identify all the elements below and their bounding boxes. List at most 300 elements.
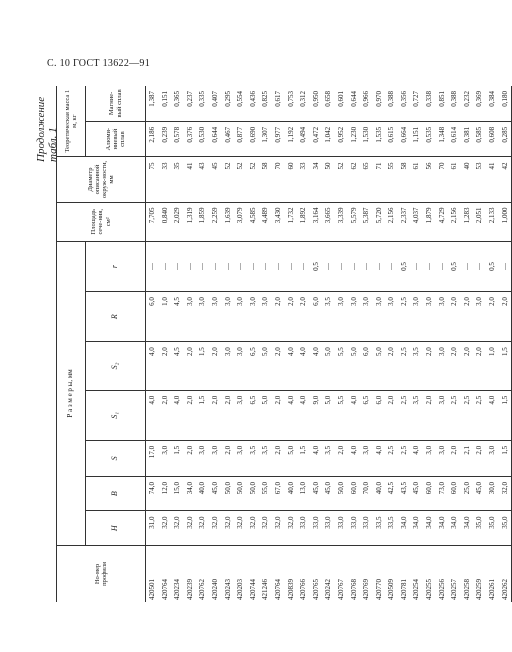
cell-s: 1,5 bbox=[171, 440, 184, 476]
cell-r-small: — bbox=[348, 241, 361, 291]
cell-profile: 420255 bbox=[425, 579, 434, 600]
table-row bbox=[448, 86, 461, 602]
cell-s1: 9,0 bbox=[310, 390, 323, 440]
cell-profile: 420262 bbox=[500, 579, 509, 600]
cell-h: 33,5 bbox=[385, 511, 398, 545]
cell-aluminum: 0,952 bbox=[335, 121, 348, 157]
cell-aluminum: 1,230 bbox=[348, 121, 361, 157]
cell-s: 3,0 bbox=[234, 440, 247, 476]
cell-b: 40,0 bbox=[373, 476, 386, 510]
cell-s2: 6,0 bbox=[360, 342, 373, 391]
cell-diameter: 42 bbox=[499, 157, 512, 202]
cell-magnesium: 0,335 bbox=[196, 86, 209, 121]
cell-b: 60,0 bbox=[423, 476, 436, 510]
cell-h: 35,0 bbox=[486, 511, 499, 545]
cell-area: 7,705 bbox=[146, 202, 159, 241]
table-row bbox=[499, 86, 512, 602]
cell-profile: 420770 bbox=[374, 579, 383, 600]
cell-diameter: 45 bbox=[209, 157, 222, 202]
table-row bbox=[398, 86, 411, 602]
table-row bbox=[209, 86, 222, 602]
cell-magnesium: 0,950 bbox=[310, 86, 323, 121]
cell-r-big: 2,0 bbox=[285, 292, 298, 342]
cell-aluminum: 1,307 bbox=[259, 121, 272, 157]
cell-profile: 420769 bbox=[362, 579, 371, 600]
cell-s: 4,0 bbox=[310, 440, 323, 476]
cell-s1: 2,5 bbox=[398, 390, 411, 440]
cell-b: 60,0 bbox=[448, 476, 461, 510]
cell-s: 2,0 bbox=[473, 440, 486, 476]
cell-aluminum: 0,585 bbox=[473, 121, 486, 157]
cell-profile: 420765 bbox=[311, 579, 320, 600]
cell-s2: 6,5 bbox=[247, 342, 260, 391]
cell-h: 32,0 bbox=[184, 511, 197, 545]
cell-s: 3,5 bbox=[322, 440, 335, 476]
header-sizes-group: Р а з м е р ы, мм bbox=[57, 241, 86, 545]
cell-r-small: — bbox=[335, 241, 348, 291]
cell-s: 3,0 bbox=[159, 440, 172, 476]
profile-table bbox=[56, 86, 512, 602]
cell-aluminum: 1,530 bbox=[360, 121, 373, 157]
cell-s: 4,0 bbox=[348, 440, 361, 476]
cell-s: 2,5 bbox=[398, 440, 411, 476]
cell-s2: 2,0 bbox=[159, 342, 172, 391]
cell-diameter: 70 bbox=[272, 157, 285, 202]
cell-area: 4,037 bbox=[410, 202, 423, 241]
cell-h: 32,0 bbox=[159, 511, 172, 545]
cell-h: 34,0 bbox=[398, 511, 411, 545]
cell-area: 0,840 bbox=[159, 202, 172, 241]
cell-h: 31,0 bbox=[146, 511, 159, 545]
cell-diameter: 41 bbox=[184, 157, 197, 202]
cell-r-small: — bbox=[373, 241, 386, 291]
cell-b: 45,0 bbox=[322, 476, 335, 510]
cell-aluminum: 0,530 bbox=[196, 121, 209, 157]
cell-b: 25,0 bbox=[461, 476, 474, 510]
table-row bbox=[486, 86, 499, 602]
table-row bbox=[171, 86, 184, 602]
table-row bbox=[247, 86, 260, 602]
header-r-big: R bbox=[86, 292, 146, 342]
cell-magnesium: 0,232 bbox=[461, 86, 474, 121]
cell-s: 3,0 bbox=[360, 440, 373, 476]
cell-r-big: 4,5 bbox=[171, 292, 184, 342]
cell-area: 2,051 bbox=[473, 202, 486, 241]
cell-profile: 420764 bbox=[273, 579, 282, 600]
cell-diameter: 71 bbox=[373, 157, 386, 202]
cell-magnesium: 0,407 bbox=[209, 86, 222, 121]
cell-r-small: — bbox=[322, 241, 335, 291]
cell-b: 30,0 bbox=[486, 476, 499, 510]
cell-s: 1,5 bbox=[297, 440, 310, 476]
cell-area: 4,729 bbox=[436, 202, 449, 241]
cell-h: 34,0 bbox=[423, 511, 436, 545]
cell-b: 34,0 bbox=[184, 476, 197, 510]
cell-s2: 3,0 bbox=[436, 342, 449, 391]
cell-s2: 5,0 bbox=[348, 342, 361, 391]
cell-s1: 6,0 bbox=[373, 390, 386, 440]
cell-h: 34,0 bbox=[436, 511, 449, 545]
cell-magnesium: 0,312 bbox=[297, 86, 310, 121]
cell-s1: 2,5 bbox=[448, 390, 461, 440]
cell-h: 32,0 bbox=[234, 511, 247, 545]
cell-r-big: 3,0 bbox=[410, 292, 423, 342]
cell-r-small: — bbox=[196, 241, 209, 291]
cell-diameter: 61 bbox=[410, 157, 423, 202]
cell-s1: 4,0 bbox=[171, 390, 184, 440]
cell-r-big: 2,0 bbox=[272, 292, 285, 342]
cell-b: 55,0 bbox=[259, 476, 272, 510]
cell-s1: 4,0 bbox=[297, 390, 310, 440]
cell-s: 2,0 bbox=[222, 440, 235, 476]
cell-s2: 3,0 bbox=[222, 342, 235, 391]
cell-r-big: 3,0 bbox=[360, 292, 373, 342]
cell-profile: 420261 bbox=[488, 579, 497, 600]
cell-s: 2,0 bbox=[335, 440, 348, 476]
cell-h: 34,0 bbox=[410, 511, 423, 545]
cell-s1: 2,5 bbox=[473, 390, 486, 440]
cell-aluminum: 0,664 bbox=[398, 121, 411, 157]
header-b: B bbox=[86, 476, 146, 510]
cell-r-big: 6,0 bbox=[310, 292, 323, 342]
cell-r-big: 3,0 bbox=[184, 292, 197, 342]
cell-h: 33,0 bbox=[297, 511, 310, 545]
cell-s2: 5,0 bbox=[322, 342, 335, 391]
cell-r-small: — bbox=[184, 241, 197, 291]
cell-profile: 420243 bbox=[223, 579, 232, 600]
cell-profile: 420203 bbox=[236, 579, 245, 600]
cell-h: 33,0 bbox=[348, 511, 361, 545]
rotated-table-page bbox=[32, 86, 509, 626]
cell-h: 33,0 bbox=[310, 511, 323, 545]
table-row bbox=[196, 86, 209, 602]
header-area: Площадь сече-ния, см² bbox=[57, 202, 146, 241]
cell-s2: 2,0 bbox=[473, 342, 486, 391]
table-row bbox=[272, 86, 285, 602]
cell-s2: 2,0 bbox=[184, 342, 197, 391]
table-row bbox=[385, 86, 398, 602]
cell-s1: 2,0 bbox=[385, 390, 398, 440]
cell-magnesium: 0,644 bbox=[348, 86, 361, 121]
cell-aluminum: 0,877 bbox=[234, 121, 247, 157]
cell-aluminum: 0,608 bbox=[486, 121, 499, 157]
cell-s1: 1,5 bbox=[499, 390, 512, 440]
header-mass-group: Теоретическая масса 1 м, кг bbox=[57, 86, 86, 157]
cell-r-big: 3,0 bbox=[222, 292, 235, 342]
cell-diameter: 41 bbox=[486, 157, 499, 202]
cell-area: 1,000 bbox=[499, 202, 512, 241]
cell-b: 67,0 bbox=[272, 476, 285, 510]
cell-s1: 2,5 bbox=[461, 390, 474, 440]
cell-r-small: 0,5 bbox=[398, 241, 411, 291]
cell-h: 33,5 bbox=[373, 511, 386, 545]
cell-diameter: 43 bbox=[196, 157, 209, 202]
cell-area: 1,732 bbox=[285, 202, 298, 241]
cell-profile: 420257 bbox=[450, 579, 459, 600]
cell-s1: 6,5 bbox=[360, 390, 373, 440]
table-row bbox=[360, 86, 373, 602]
cell-magnesium: 0,356 bbox=[398, 86, 411, 121]
cell-s1: 2,0 bbox=[209, 390, 222, 440]
cell-aluminum: 0,494 bbox=[297, 121, 310, 157]
cell-profile: 420259 bbox=[475, 579, 484, 600]
cell-diameter: 33 bbox=[159, 157, 172, 202]
cell-diameter: 58 bbox=[398, 157, 411, 202]
cell-profile: 420839 bbox=[286, 579, 295, 600]
cell-diameter: 61 bbox=[448, 157, 461, 202]
cell-magnesium: 0,851 bbox=[436, 86, 449, 121]
cell-diameter: 50 bbox=[322, 157, 335, 202]
cell-r-small: — bbox=[247, 241, 260, 291]
cell-r-big: 3,0 bbox=[436, 292, 449, 342]
cell-area: 2,337 bbox=[398, 202, 411, 241]
cell-b: 50,0 bbox=[335, 476, 348, 510]
table-row bbox=[423, 86, 436, 602]
cell-r-big: 3,0 bbox=[209, 292, 222, 342]
cell-h: 34,0 bbox=[461, 511, 474, 545]
cell-aluminum: 0,467 bbox=[222, 121, 235, 157]
cell-magnesium: 0,825 bbox=[259, 86, 272, 121]
cell-b: 13,0 bbox=[297, 476, 310, 510]
cell-magnesium: 0,658 bbox=[322, 86, 335, 121]
cell-area: 1,283 bbox=[461, 202, 474, 241]
header-r-small: r bbox=[86, 241, 146, 291]
cell-r-big: 3,0 bbox=[348, 292, 361, 342]
cell-s2: 5,0 bbox=[373, 342, 386, 391]
cell-aluminum: 1,151 bbox=[410, 121, 423, 157]
cell-area: 2,259 bbox=[209, 202, 222, 241]
cell-magnesium: 0,617 bbox=[272, 86, 285, 121]
cell-diameter: 58 bbox=[259, 157, 272, 202]
cell-s: 3,5 bbox=[259, 440, 272, 476]
cell-b: 43,5 bbox=[398, 476, 411, 510]
cell-magnesium: 0,970 bbox=[373, 86, 386, 121]
cell-r-small: — bbox=[159, 241, 172, 291]
cell-h: 32,0 bbox=[259, 511, 272, 545]
cell-s: 2,0 bbox=[184, 440, 197, 476]
cell-b: 50,0 bbox=[222, 476, 235, 510]
table-row bbox=[285, 86, 298, 602]
cell-magnesium: 0,384 bbox=[486, 86, 499, 121]
cell-area: 2,133 bbox=[486, 202, 499, 241]
cell-h: 34,0 bbox=[448, 511, 461, 545]
cell-s: 4,0 bbox=[373, 440, 386, 476]
cell-r-small: — bbox=[146, 241, 159, 291]
cell-r-small: — bbox=[297, 241, 310, 291]
cell-r-big: 6,0 bbox=[146, 292, 159, 342]
cell-r-big: 3,0 bbox=[423, 292, 436, 342]
cell-area: 2,029 bbox=[171, 202, 184, 241]
cell-profile: 421246 bbox=[261, 579, 270, 600]
cell-profile: 420509 bbox=[387, 579, 396, 600]
cell-s1: 4,0 bbox=[285, 390, 298, 440]
cell-diameter: 52 bbox=[234, 157, 247, 202]
cell-b: 40,0 bbox=[285, 476, 298, 510]
cell-area: 2,156 bbox=[385, 202, 398, 241]
cell-r-big: 2,0 bbox=[486, 292, 499, 342]
cell-aluminum: 0,690 bbox=[247, 121, 260, 157]
cell-r-small: 0,5 bbox=[310, 241, 323, 291]
cell-magnesium: 0,554 bbox=[234, 86, 247, 121]
cell-s1: 4,0 bbox=[348, 390, 361, 440]
cell-h: 32,0 bbox=[209, 511, 222, 545]
cell-diameter: 75 bbox=[146, 157, 159, 202]
cell-diameter: 33 bbox=[297, 157, 310, 202]
table-continuation-title: Продолжение табл. 1 bbox=[35, 96, 59, 162]
cell-profile: 420781 bbox=[399, 579, 408, 600]
cell-r-small: — bbox=[171, 241, 184, 291]
cell-b: 40,0 bbox=[196, 476, 209, 510]
cell-profile: 420242 bbox=[324, 579, 333, 600]
cell-r-big: 3,0 bbox=[385, 292, 398, 342]
cell-r-big: 2,5 bbox=[398, 292, 411, 342]
cell-s1: 5,0 bbox=[259, 390, 272, 440]
cell-magnesium: 0,237 bbox=[184, 86, 197, 121]
table-row bbox=[159, 86, 172, 602]
cell-s2: 3,0 bbox=[234, 342, 247, 391]
cell-s: 3,5 bbox=[247, 440, 260, 476]
cell-r-small: — bbox=[385, 241, 398, 291]
table-row bbox=[222, 86, 235, 602]
cell-aluminum: 0,472 bbox=[310, 121, 323, 157]
cell-r-small: — bbox=[410, 241, 423, 291]
header-s2: S₂ bbox=[86, 342, 146, 391]
cell-magnesium: 0,369 bbox=[473, 86, 486, 121]
cell-r-big: 3,0 bbox=[196, 292, 209, 342]
cell-area: 1,639 bbox=[222, 202, 235, 241]
cell-r-small: — bbox=[259, 241, 272, 291]
cell-area: 3,079 bbox=[234, 202, 247, 241]
cell-s1: 2,0 bbox=[423, 390, 436, 440]
cell-s2: 2,0 bbox=[423, 342, 436, 391]
cell-s2: 1,5 bbox=[196, 342, 209, 391]
cell-r-big: 2,0 bbox=[499, 292, 512, 342]
cell-s: 3,0 bbox=[196, 440, 209, 476]
cell-s1: 2,0 bbox=[184, 390, 197, 440]
cell-magnesium: 0,388 bbox=[385, 86, 398, 121]
cell-magnesium: 0,966 bbox=[360, 86, 373, 121]
cell-r-small: — bbox=[461, 241, 474, 291]
table-row bbox=[322, 86, 335, 602]
cell-aluminum: 0,614 bbox=[448, 121, 461, 157]
cell-s1: 2,0 bbox=[222, 390, 235, 440]
cell-b: 45,0 bbox=[410, 476, 423, 510]
cell-profile: 420254 bbox=[412, 579, 421, 600]
cell-r-small: — bbox=[222, 241, 235, 291]
cell-r-small: — bbox=[209, 241, 222, 291]
cell-diameter: 52 bbox=[247, 157, 260, 202]
cell-h: 32,0 bbox=[285, 511, 298, 545]
cell-s1: 5,5 bbox=[335, 390, 348, 440]
cell-magnesium: 0,601 bbox=[335, 86, 348, 121]
cell-r-big: 3,0 bbox=[473, 292, 486, 342]
cell-diameter: 52 bbox=[335, 157, 348, 202]
cell-diameter: 70 bbox=[436, 157, 449, 202]
cell-profile: 420764 bbox=[160, 579, 169, 600]
table-row bbox=[473, 86, 486, 602]
cell-h: 32,0 bbox=[222, 511, 235, 545]
cell-b: 45,0 bbox=[310, 476, 323, 510]
cell-aluminum: 0,381 bbox=[461, 121, 474, 157]
cell-diameter: 56 bbox=[423, 157, 436, 202]
cell-s2: 2,5 bbox=[398, 342, 411, 391]
cell-s2: 1,5 bbox=[499, 342, 512, 391]
cell-s: 2,0 bbox=[272, 440, 285, 476]
cell-s1: 4,0 bbox=[146, 390, 159, 440]
cell-r-big: 3,5 bbox=[322, 292, 335, 342]
cell-b: 70,0 bbox=[360, 476, 373, 510]
cell-profile: 420234 bbox=[173, 579, 182, 600]
cell-magnesium: 1,387 bbox=[146, 86, 159, 121]
cell-profile: 420240 bbox=[210, 579, 219, 600]
header-diameter: Диаметр описанной окруж-ности, мм bbox=[57, 157, 146, 202]
cell-aluminum: 1,042 bbox=[322, 121, 335, 157]
header-aluminum: Алюми-ниевый сплав bbox=[86, 121, 146, 157]
table-row bbox=[348, 86, 361, 602]
cell-s2: 4,0 bbox=[310, 342, 323, 391]
cell-s: 3,0 bbox=[486, 440, 499, 476]
cell-aluminum: 0,535 bbox=[423, 121, 436, 157]
cell-aluminum: 0,578 bbox=[171, 121, 184, 157]
cell-r-big: 2,0 bbox=[461, 292, 474, 342]
table-row bbox=[234, 86, 247, 602]
cell-diameter: 62 bbox=[348, 157, 361, 202]
cell-area: 5,387 bbox=[360, 202, 373, 241]
cell-b: 50,0 bbox=[234, 476, 247, 510]
cell-h: 33,0 bbox=[335, 511, 348, 545]
cell-s2: 2,0 bbox=[272, 342, 285, 391]
cell-s1: 2,0 bbox=[159, 390, 172, 440]
table-row bbox=[146, 86, 159, 602]
cell-b: 42,5 bbox=[385, 476, 398, 510]
cell-s1: 3,5 bbox=[410, 390, 423, 440]
cell-profile: 420258 bbox=[462, 579, 471, 600]
cell-b: 12,0 bbox=[159, 476, 172, 510]
cell-r-big: 3,0 bbox=[234, 292, 247, 342]
cell-s2: 4,5 bbox=[171, 342, 184, 391]
table-row bbox=[461, 86, 474, 602]
cell-s1: 6,5 bbox=[247, 390, 260, 440]
cell-s2: 4,0 bbox=[146, 342, 159, 391]
cell-h: 32,0 bbox=[171, 511, 184, 545]
cell-magnesium: 0,388 bbox=[448, 86, 461, 121]
cell-s2: 2,0 bbox=[385, 342, 398, 391]
cell-magnesium: 0,180 bbox=[499, 86, 512, 121]
cell-s2: 5,0 bbox=[259, 342, 272, 391]
cell-h: 33,0 bbox=[360, 511, 373, 545]
cell-aluminum: 1,348 bbox=[436, 121, 449, 157]
cell-area: 1,892 bbox=[297, 202, 310, 241]
cell-diameter: 35 bbox=[171, 157, 184, 202]
cell-aluminum: 2,186 bbox=[146, 121, 159, 157]
cell-r-small: — bbox=[285, 241, 298, 291]
cell-profile: 420768 bbox=[349, 579, 358, 600]
cell-s: 17,0 bbox=[146, 440, 159, 476]
table-row bbox=[184, 86, 197, 602]
cell-r-big: 1,0 bbox=[159, 292, 172, 342]
cell-b: 45,0 bbox=[209, 476, 222, 510]
cell-magnesium: 0,151 bbox=[159, 86, 172, 121]
cell-h: 32,0 bbox=[272, 511, 285, 545]
cell-profile: 420256 bbox=[437, 579, 446, 600]
cell-s: 3,0 bbox=[423, 440, 436, 476]
header-h: H bbox=[86, 511, 146, 545]
table-row bbox=[410, 86, 423, 602]
cell-magnesium: 0,753 bbox=[285, 86, 298, 121]
cell-aluminum: 0,615 bbox=[385, 121, 398, 157]
header-s1: S₁ bbox=[86, 390, 146, 440]
cell-area: 1,879 bbox=[423, 202, 436, 241]
